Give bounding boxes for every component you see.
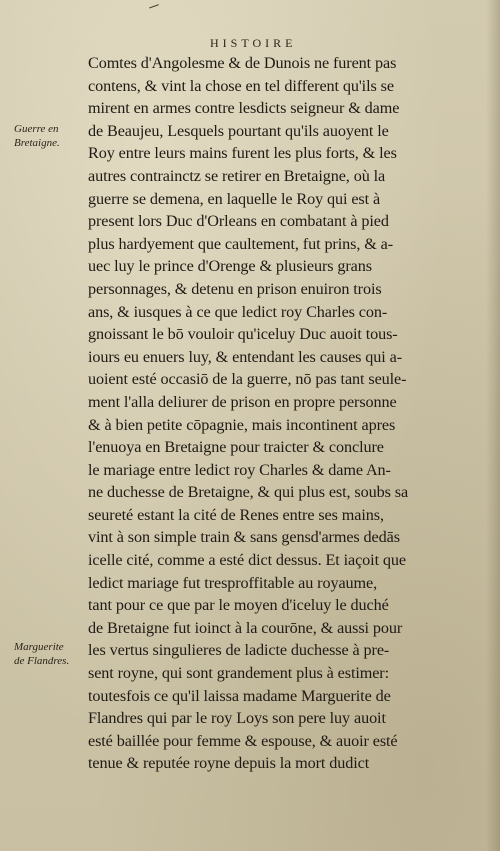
text-line: icelle cité, comme a esté dict dessus. Et iaçoit que <box>88 551 406 570</box>
text-line: le mariage entre ledict roy Charles & dame An- <box>88 460 391 479</box>
margin-note-guerre <box>14 122 60 150</box>
text-line: personnages, & detenu en prison enuiron trois <box>88 279 382 298</box>
text-line: l'enuoya en Bretaigne pour traicter & conclure <box>88 438 384 457</box>
margin-note-marguerite <box>14 640 69 668</box>
text-line: seureté estant la cité de Renes entre ses mains, <box>88 505 384 524</box>
text-line: ans, & iusques à ce que ledict roy Charles con- <box>88 302 388 321</box>
text-line: ne duchesse de Bretaigne, & qui plus est, soubs sa <box>88 483 409 502</box>
text-line: mirent en armes contre lesdicts seigneur & dame <box>88 99 400 118</box>
text-line: gnoissant le bō vouloir qu'iceluy Duc auoit tous- <box>88 325 398 344</box>
text-line: Comtes d'Angolesme & de Dunois ne furent pas <box>88 54 397 72</box>
text-line: autres contrainctz se retirer en Bretaigne, où la <box>88 166 386 185</box>
text-line: toutesfois ce qu'il laissa madame Marguerite de <box>88 686 391 705</box>
text-line: guerre se demena, en laquelle le Roy qui est à <box>88 189 381 208</box>
text-line: iours eu enuers luy, & entendant les causes qui a- <box>88 347 403 366</box>
ink-mark <box>147 0 159 8</box>
text-line: plus hardyement que caultement, fut prins, & a- <box>88 234 394 253</box>
text-line: esté baillée pour femme & espouse, & auoir esté <box>88 731 398 750</box>
text-line: contens, & vint la chose en tel different qu'ils se <box>88 76 394 95</box>
text-line: uoient esté occasiō de la guerre, nō pas tant seule- <box>88 370 407 389</box>
text-line: Flandres qui par le roy Loys son pere luy auoit <box>88 709 386 728</box>
running-head: HISTOIRE <box>210 36 297 50</box>
text-line: ledict mariage fut tresproffitable au royaume, <box>88 573 378 592</box>
spine-shadow <box>486 0 500 851</box>
text-line: vint à son simple train & sans gensd'armes dedās <box>88 528 400 547</box>
text-line: & à bien petite cōpagnie, mais incontinent apres <box>88 415 396 434</box>
text-line: de Bretaigne fut ioinct à la courōne, & aussi pour <box>88 618 403 637</box>
text-line: uec luy le prince d'Orenge & plusieurs grans <box>88 257 372 276</box>
text-line: present lors Duc d'Orleans en combatant à pied <box>88 212 389 231</box>
margin-note-line: Guerre en <box>14 123 59 135</box>
text-line: de Beaujeu, Lesquels pourtant qu'ils auoyent le <box>88 121 389 140</box>
margin-note-line: de Flandres. <box>14 655 70 667</box>
text-line: les vertus singulieres de ladicte duchesse à pre- <box>88 641 390 660</box>
margin-note-line: Bretaigne. <box>14 137 60 149</box>
text-line: ment l'alla deliurer de prison en propre personne <box>88 392 397 411</box>
text-line: sent royne, qui sont grandement plus à estimer: <box>88 664 389 683</box>
text-line: tenue & reputée royne depuis la mort dudict <box>88 754 370 773</box>
text-line: Roy entre leurs mains furent les plus forts, & les <box>88 144 397 163</box>
body-text <box>88 52 460 775</box>
text-line: tant pour ce que par le moyen d'iceluy le duché <box>88 596 389 615</box>
margin-note-line: Marguerite <box>14 641 64 653</box>
